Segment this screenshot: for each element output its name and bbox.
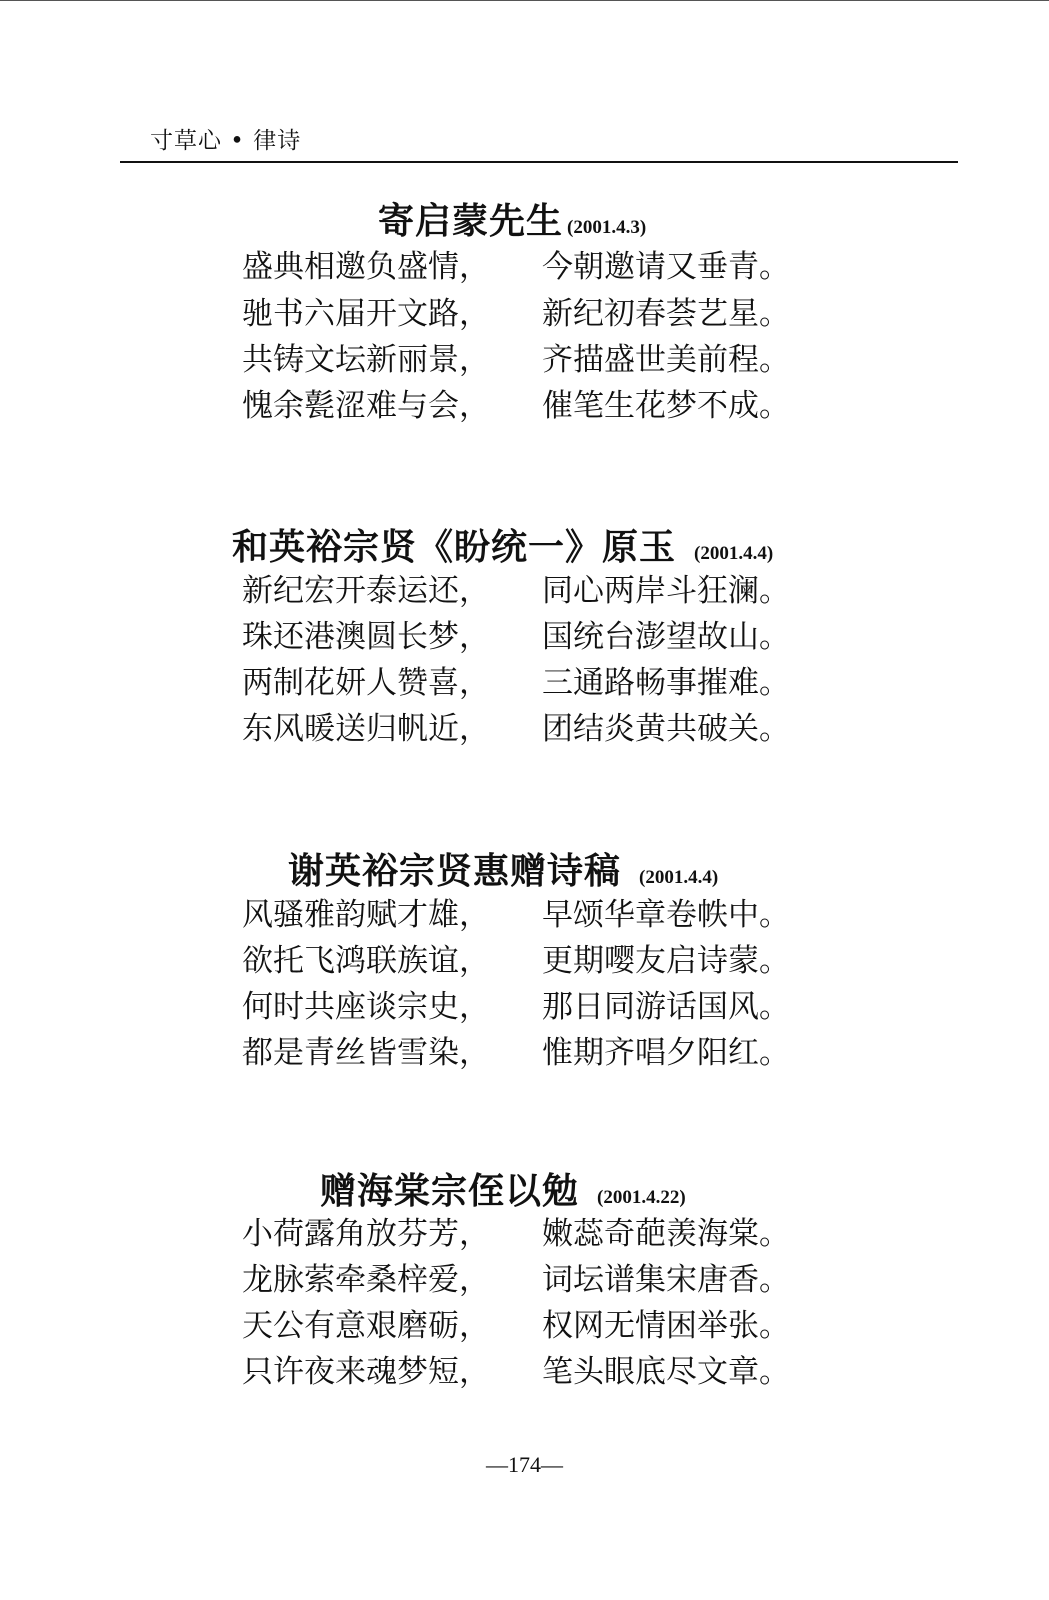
first-hemistich: 共铸文坛新丽景， [242, 342, 490, 378]
poem-line [0, 1030, 1049, 1076]
running-head: 寸草心 • 律诗 [150, 128, 302, 154]
top-edge-rule [0, 0, 1049, 1]
poem-line [0, 660, 1049, 706]
header-rule [120, 161, 958, 163]
second-hemistich: 笔头眼底尽文章。 [542, 1354, 790, 1390]
first-hemistich: 小荷露角放芬芳， [242, 1216, 490, 1252]
first-hemistich: 都是青丝皆雪染， [242, 1035, 490, 1071]
second-hemistich: 词坛谱集宋唐香。 [542, 1262, 790, 1298]
poem-line [0, 1211, 1049, 1257]
poem-title-text: 寄启蒙先生 [378, 201, 564, 242]
second-hemistich: 同心两岸斗狂澜。 [542, 573, 790, 609]
first-hemistich: 珠还港澳圆长梦， [242, 619, 490, 655]
poem-line [0, 938, 1049, 984]
poem-date: (2001.4.4) [639, 867, 719, 888]
poem-title [288, 843, 718, 894]
poem-line [0, 383, 1049, 429]
poem-title [320, 1163, 686, 1214]
second-hemistich: 更期嘤友启诗蒙。 [542, 943, 790, 979]
poem-line [0, 984, 1049, 1030]
poem-title-text: 和英裕宗贤《盼统一》原玉 [232, 527, 677, 568]
poem-line [0, 1303, 1049, 1349]
first-hemistich: 欲托飞鸿联族谊， [242, 943, 490, 979]
first-hemistich: 龙脉萦牵桑梓爱， [242, 1262, 490, 1298]
poem-date: (2001.4.4) [694, 543, 774, 564]
first-hemistich: 新纪宏开泰运还， [242, 573, 490, 609]
second-hemistich: 早颂华章卷帙中。 [542, 897, 790, 933]
first-hemistich: 驰书六届开文路， [242, 296, 490, 332]
first-hemistich: 风骚雅韵赋才雄， [242, 897, 490, 933]
first-hemistich: 天公有意艰磨砺， [242, 1308, 490, 1344]
first-hemistich: 两制花妍人赞喜， [242, 665, 490, 701]
poem-line [0, 337, 1049, 383]
second-hemistich: 国统台澎望故山。 [542, 619, 790, 655]
second-hemistich: 今朝邀请又垂青。 [542, 249, 790, 285]
first-hemistich: 何时共座谈宗史， [242, 989, 490, 1025]
page-number: —174— [486, 1452, 563, 1477]
poem-title [378, 193, 646, 244]
poem-date: (2001.4.3) [567, 217, 647, 238]
poem-line [0, 291, 1049, 337]
second-hemistich: 催笔生花梦不成。 [542, 388, 790, 424]
poem-line [0, 568, 1049, 614]
poem-line [0, 244, 1049, 290]
first-hemistich: 东风暖送归帆近， [242, 711, 490, 747]
second-hemistich: 新纪初春荟艺星。 [542, 296, 790, 332]
second-hemistich: 那日同游话国风。 [542, 989, 790, 1025]
poem-line [0, 706, 1049, 752]
first-hemistich: 愧余甏涩难与会， [242, 388, 490, 424]
poem-title-text: 赠海棠宗侄以勉 [320, 1171, 580, 1212]
poem-line [0, 1349, 1049, 1395]
poem-title [232, 519, 773, 570]
second-hemistich: 嫩蕊奇葩羡海棠。 [542, 1216, 790, 1252]
first-hemistich: 盛典相邀负盛情， [242, 249, 490, 285]
poem-line [0, 614, 1049, 660]
poem-line [0, 892, 1049, 938]
second-hemistich: 三通路畅事摧难。 [542, 665, 790, 701]
poem-title-text: 谢英裕宗贤惠赠诗稿 [288, 851, 622, 892]
first-hemistich: 只许夜来魂梦短， [242, 1354, 490, 1390]
poem-date: (2001.4.22) [597, 1187, 686, 1208]
second-hemistich: 团结炎黄共破关。 [542, 711, 790, 747]
poem-line [0, 1257, 1049, 1303]
second-hemistich: 惟期齐唱夕阳红。 [542, 1035, 790, 1071]
second-hemistich: 齐描盛世美前程。 [542, 342, 790, 378]
second-hemistich: 权网无情困举张。 [542, 1308, 790, 1344]
